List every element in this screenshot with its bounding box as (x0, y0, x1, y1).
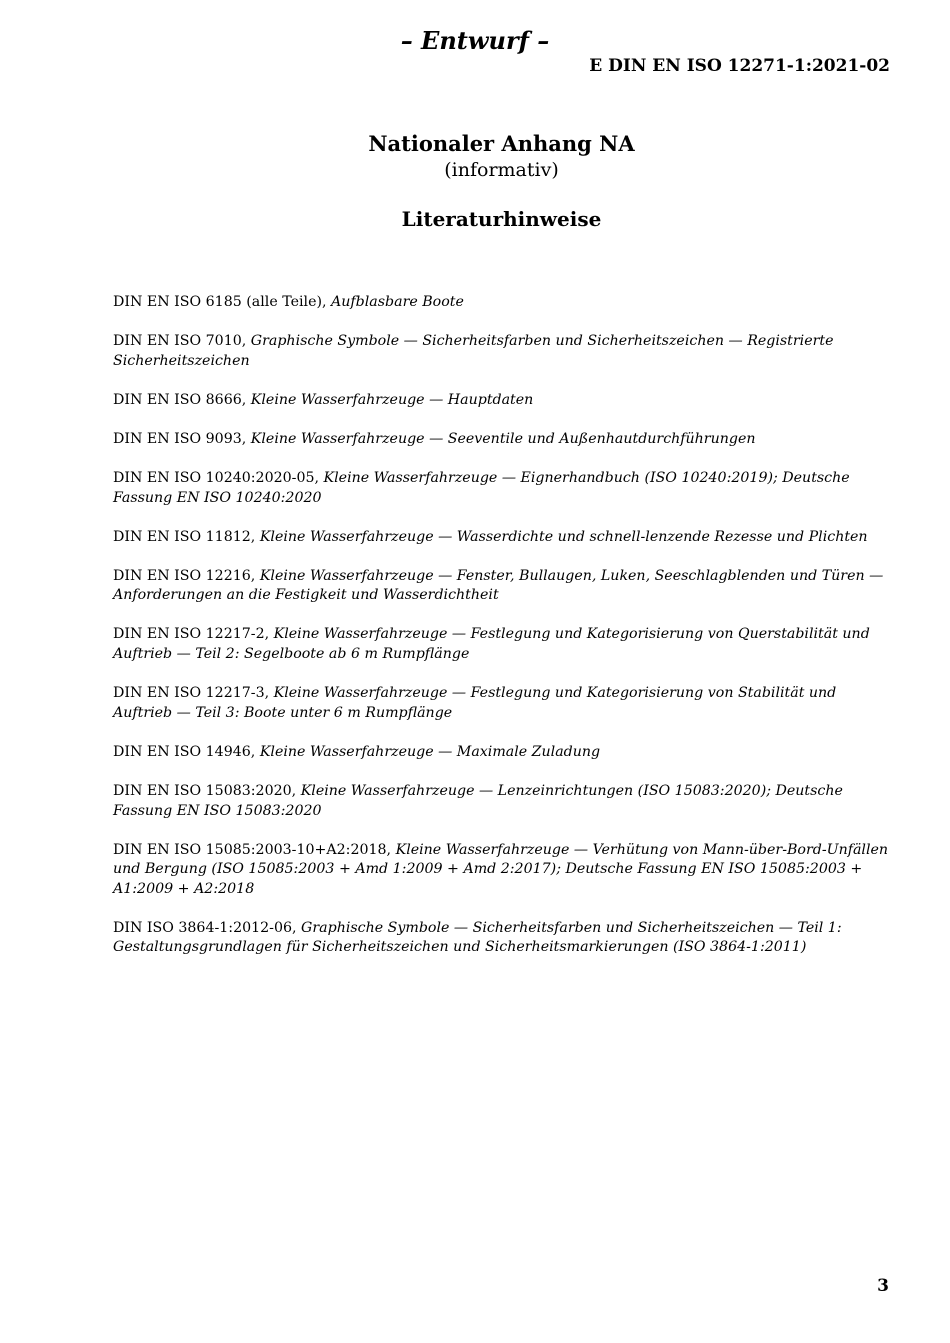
reference-title: Kleine Wasserfahrzeuge — Lenzeinrichtungen (ISO 15083:2020); Deutsche Fassung EN ISO 15083:2020 (113, 782, 843, 819)
reference-title: Kleine Wasserfahrzeuge — Fenster, Bullaugen, Luken, Seeschlagblenden und Türen — Anforderungen an die Festigkeit und Wasserdichtheit (113, 567, 884, 604)
reference-list (113, 293, 893, 978)
reference-title: Kleine Wasserfahrzeuge — Eignerhandbuch (ISO 10240:2019); Deutsche Fassung EN ISO 10240:2020 (113, 469, 850, 506)
reference-item (113, 293, 893, 313)
annex-title: Nationaler Anhang NA (368, 131, 635, 156)
reference-designation: DIN EN ISO 11812, (113, 528, 260, 545)
reference-item (113, 332, 893, 371)
reference-title: Kleine Wasserfahrzeuge — Festlegung und Kategorisierung von Querstabilität und Auftrieb — Teil 2: Segelboote ab 6 m Rumpflänge (113, 626, 870, 663)
reference-designation: DIN EN ISO 15083:2020, (113, 782, 301, 799)
reference-title: Kleine Wasserfahrzeuge — Hauptdaten (250, 391, 534, 408)
reference-item (113, 782, 893, 821)
reference-item (113, 919, 893, 958)
reference-designation: DIN EN ISO 10240:2020-05, (113, 469, 324, 486)
reference-title: Graphische Symbole — Sicherheitsfarben und Sicherheitszeichen — Teil 1: Gestaltungsgrundlagen für Sicherheitszeichen und Sicherheitsmarkierungen (ISO 3864-1:2011) (113, 919, 842, 956)
reference-designation: DIN EN ISO 6185 (alle Teile), (113, 294, 332, 310)
reference-item (113, 469, 893, 508)
reference-item (113, 528, 893, 548)
section-title: Literaturhinweise (401, 207, 602, 231)
reference-designation: DIN ISO 3864-1:2012-06, (113, 919, 302, 936)
reference-title: Graphische Symbole — Sicherheitsfarben und Sicherheitszeichen — Registrierte Sicherheitszeichen (113, 333, 834, 369)
document-id: E DIN EN ISO 12271-1:2021-02 (589, 56, 890, 76)
reference-designation: DIN EN ISO 14946, (113, 743, 260, 760)
reference-designation: DIN EN ISO 15085:2003-10+A2:2018, (113, 841, 396, 858)
reference-title: Kleine Wasserfahrzeuge — Seeventile und Außenhautdurchführungen (250, 430, 756, 447)
reference-designation: DIN EN ISO 12217-3, (113, 685, 274, 702)
reference-item (113, 743, 893, 763)
reference-item (113, 684, 893, 723)
page-number: 3 (877, 1276, 889, 1296)
reference-designation: DIN EN ISO 9093, (113, 430, 251, 447)
draft-mark: – Entwurf – (400, 26, 550, 55)
annex-subtitle: (informativ) (444, 159, 559, 181)
reference-item (113, 430, 893, 450)
reference-title: Aufblasbare Boote (331, 294, 464, 310)
reference-designation: DIN EN ISO 12216, (113, 567, 260, 584)
reference-title: Kleine Wasserfahrzeuge — Verhütung von Mann-über-Bord-Unfällen und Bergung (ISO 15085:2003 + Amd 1:2009 + Amd 2:2017); Deutsche Fassung EN ISO 15085:2003 + A1:2009 + A2:2018 (113, 841, 889, 897)
reference-title: Kleine Wasserfahrzeuge — Festlegung und Kategorisierung von Stabilität und Auftrieb — Teil 3: Boote unter 6 m Rumpflänge (113, 685, 837, 721)
reference-item (113, 391, 893, 411)
reference-title: Kleine Wasserfahrzeuge — Maximale Zuladung (259, 743, 601, 760)
reference-title: Kleine Wasserfahrzeuge — Wasserdichte und schnell-lenzende Rezesse und Plichten (259, 528, 868, 545)
reference-item (113, 841, 893, 900)
reference-item (113, 625, 893, 664)
reference-designation: DIN EN ISO 7010, (113, 333, 251, 350)
reference-designation: DIN EN ISO 12217-2, (113, 626, 274, 643)
reference-item (113, 567, 893, 606)
reference-designation: DIN EN ISO 8666, (113, 391, 251, 408)
